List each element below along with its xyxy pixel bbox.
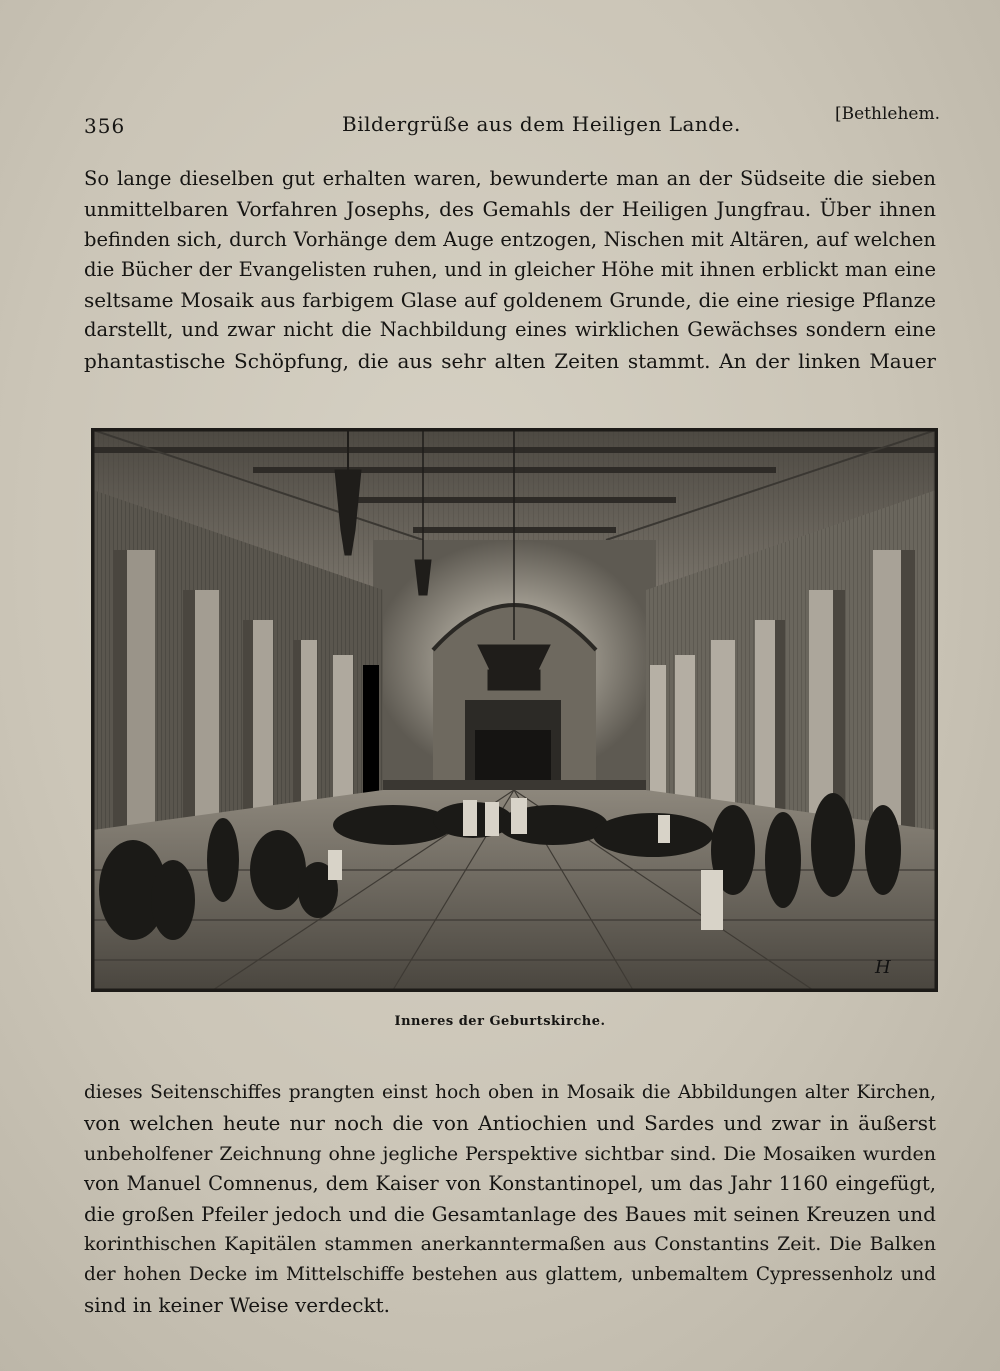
church-interior-engraving — [91, 428, 938, 992]
text-line: korinthischen Kapitälen stammen anerkanntermaßen aus Constantins Zeit. Die Balken — [84, 1233, 936, 1256]
engraving-illustration — [93, 430, 936, 990]
body-text-top — [84, 164, 936, 376]
text-line: befinden sich, durch Vorhänge dem Auge entzogen, Nischen mit Altären, auf welchen — [84, 227, 936, 251]
text-line: seltsame Mosaik aus farbigem Glase auf goldenem Grunde, die eine riesige Pflanze — [84, 288, 936, 313]
text-line: darstellt, und zwar nicht die Nachbildung eines wirklichen Gewächses sondern eine — [84, 318, 936, 342]
text-line: unbeholfener Zeichnung ohne jegliche Perspektive sichtbar sind. Die Mosaiken wurden — [84, 1142, 936, 1165]
figure-caption: Inneres der Geburtskirche. — [394, 1014, 606, 1029]
text-line: von Manuel Comnenus, dem Kaiser von Konstantinopel, um das Jahr 1160 eingefügt, — [84, 1171, 936, 1195]
page-header — [82, 104, 940, 138]
body-text-bottom — [84, 1078, 936, 1320]
artist-signature: H — [875, 957, 891, 978]
text-line: die großen Pfeiler jedoch und die Gesamtanlage des Baues mit seinen Kreuzen und — [84, 1202, 936, 1227]
text-line: von welchen heute nur noch die von Antiochien und Sardes und zwar in äußerst — [84, 1111, 936, 1136]
text-line: unmittelbaren Vorfahren Josephs, des Gemahls der Heiligen Jungfrau. Über ihnen — [84, 197, 936, 222]
running-title: Bildergrüße aus dem Heiligen Lande. — [342, 112, 741, 136]
text-line-last: sind in keiner Weise verdeckt. — [84, 1293, 390, 1318]
text-line: dieses Seitenschiffes prangten einst hoch oben in Mosaik die Abbildungen alter Kirchen, — [84, 1082, 936, 1103]
page-number: 356 — [84, 114, 126, 138]
text-line: der hohen Decke im Mittelschiffe bestehen aus glattem, unbemaltem Cypressenholz und — [84, 1263, 936, 1285]
text-line: die Bücher der Evangelisten ruhen, und in gleicher Höhe mit ihnen erblickt man eine — [84, 257, 936, 281]
text-line: So lange dieselben gut erhalten waren, bewunderte man an der Südseite die sieben — [84, 167, 936, 190]
text-line: phantastische Schöpfung, die aus sehr alten Zeiten stammt. An der linken Mauer — [84, 348, 936, 373]
section-label: [Bethlehem. — [835, 104, 940, 124]
